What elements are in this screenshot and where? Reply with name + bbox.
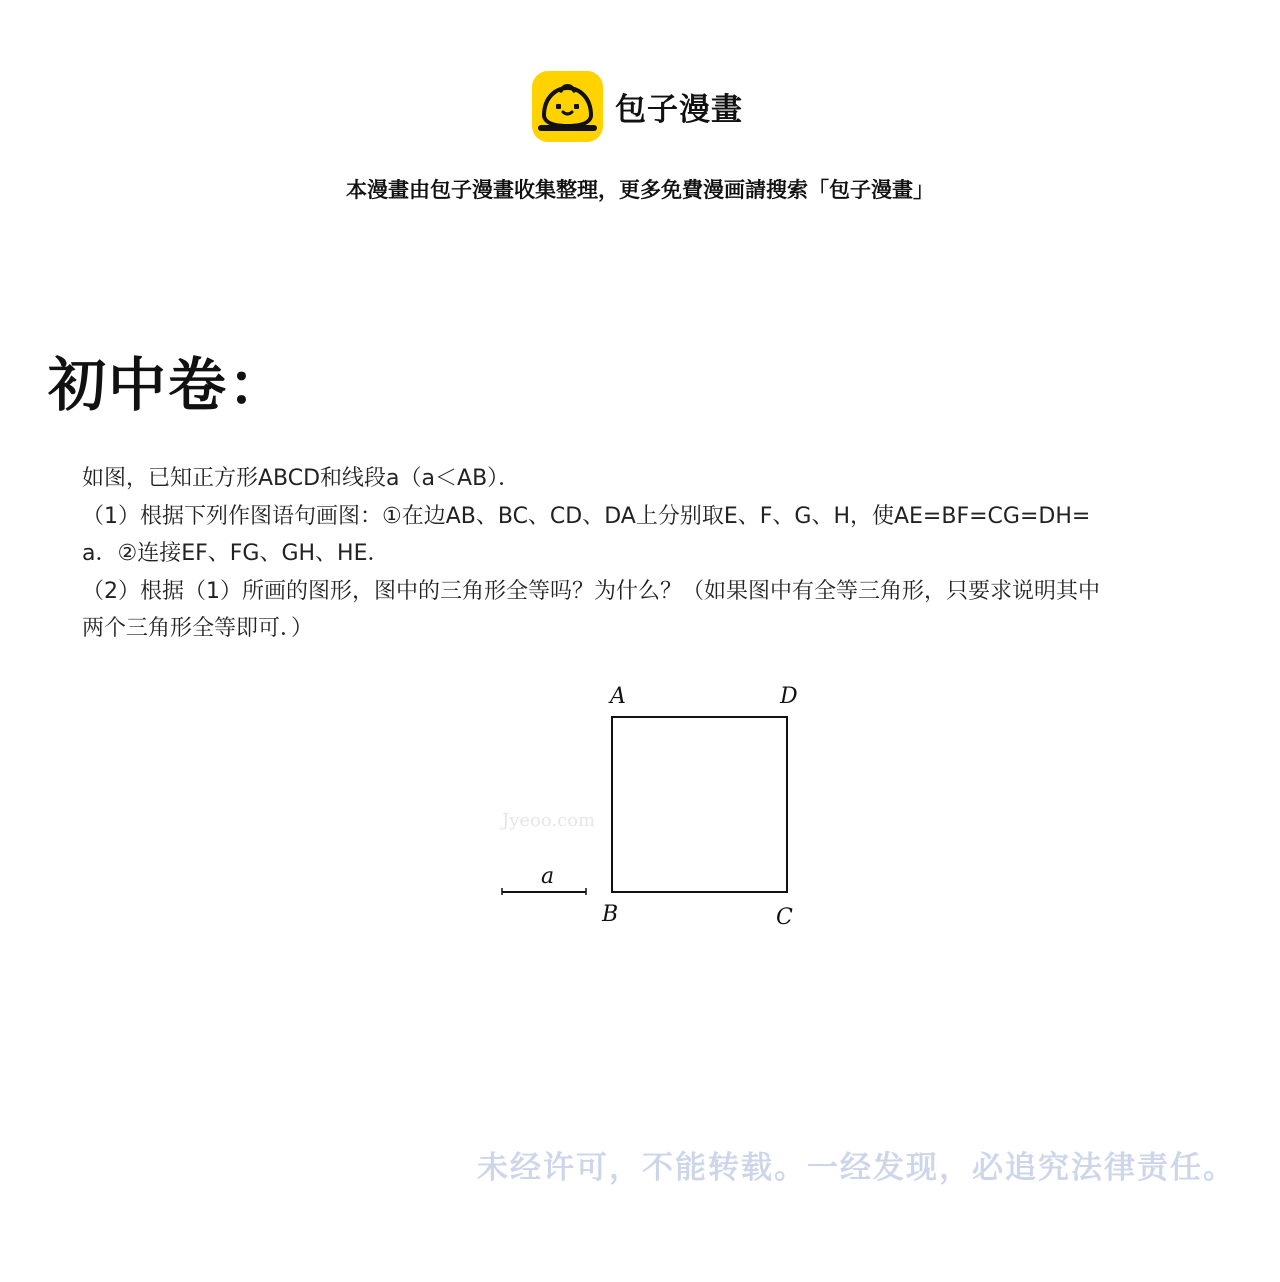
- problem-line: （1）根据下列作图语句画图：①在边AB、BC、CD、DA上分别取E、F、G、H，使AE=BF=CG=DH=: [82, 503, 1091, 529]
- figure-faint-watermark: Jyeoo.com: [502, 810, 596, 831]
- label-segment-a: a: [541, 864, 555, 889]
- problem-line: 两个三角形全等即可．）: [82, 616, 314, 641]
- problem-line: 如图，已知正方形ABCD和线段a（a＜AB）．: [82, 466, 521, 491]
- section-title: 初中卷：: [48, 351, 289, 419]
- brand-header: [532, 70, 743, 142]
- square-abcd: [612, 717, 787, 892]
- brand-name: 包子漫畫: [615, 91, 743, 128]
- problem-line: a．②连接EF、FG、GH、HE．: [82, 541, 390, 566]
- label-a-vertex: A: [610, 684, 626, 709]
- label-c-vertex: C: [776, 905, 793, 930]
- label-d-vertex: D: [780, 684, 798, 709]
- bun-logo-icon: [532, 71, 603, 142]
- problem-statement: [82, 460, 1232, 648]
- problem-line: （2）根据（1）所画的图形，图中的三角形全等吗？为什么？（如果图中有全等三角形，只要求说明其中: [82, 578, 1100, 604]
- promo-text: 本漫畫由包子漫畫收集整理，更多免費漫画請搜索「包子漫畫」: [346, 178, 934, 202]
- square-figure: [490, 676, 820, 936]
- label-b-vertex: B: [602, 902, 619, 927]
- copyright-watermark: 未经许可，不能转载。一经发现，必追究法律责任。: [477, 1150, 1236, 1186]
